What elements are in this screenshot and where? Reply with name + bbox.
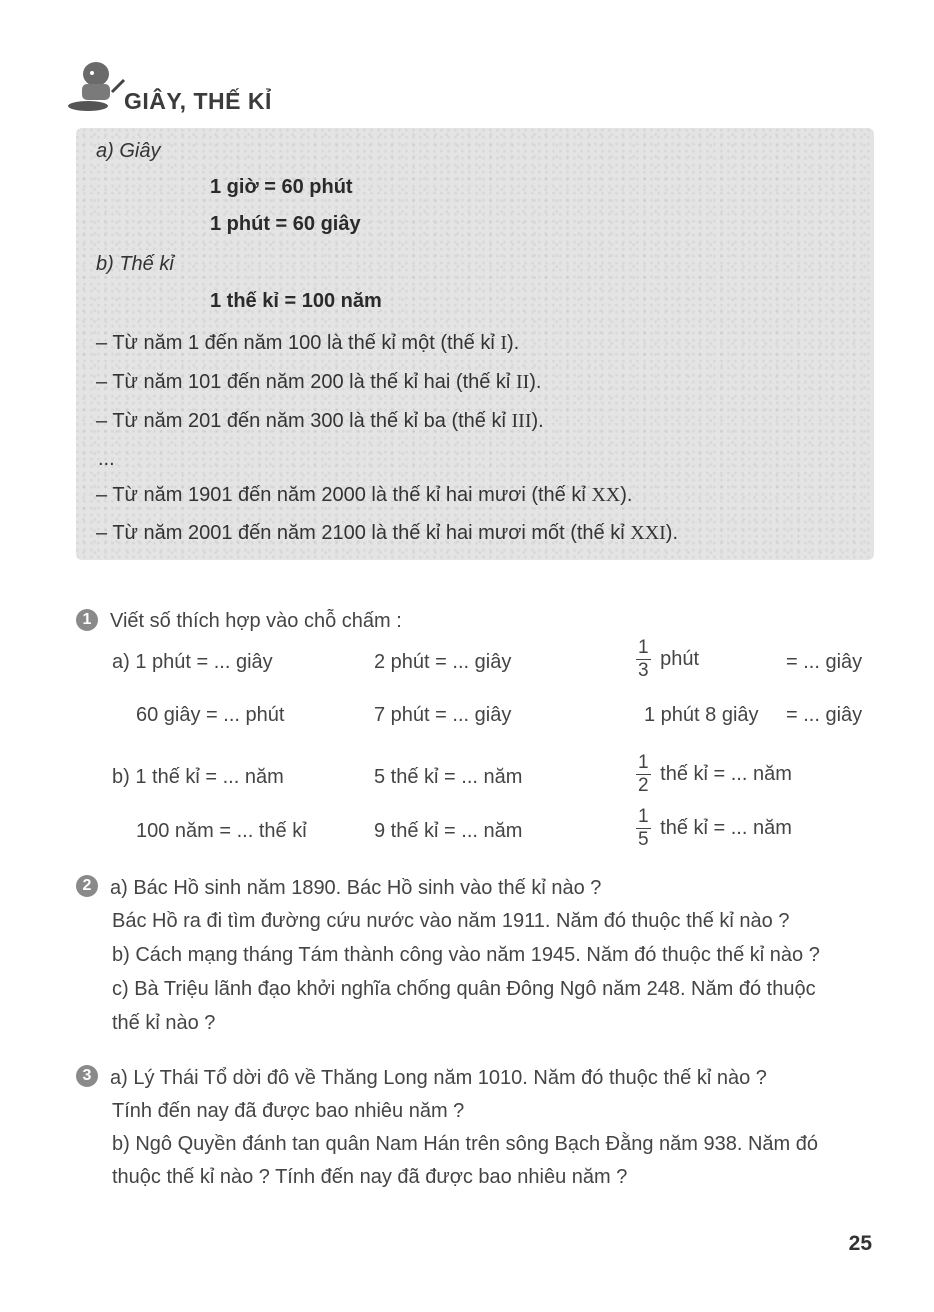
theory-b-label: b) Thế kỉ	[96, 253, 174, 275]
page-title: GIÂY, THẾ KỈ	[124, 88, 272, 114]
exercise-1-number: 1	[76, 609, 98, 631]
ex1-r1c3	[636, 637, 699, 682]
century-line-1-text: – Từ năm 1 đến năm 100 là thế kỉ một (thế kỉ	[96, 332, 501, 354]
century-line-1-roman: I	[500, 332, 508, 354]
ex1-r4c3-text: thế kỉ = ... năm	[660, 816, 792, 839]
ex3-line-2: Tính đến nay đã được bao nhiêu năm ?	[112, 1100, 465, 1122]
century-line-3-close: ).	[531, 410, 544, 432]
mascot-icon	[66, 58, 130, 114]
ex1-r3c2: 5 thế kỉ = ... năm	[374, 766, 523, 788]
century-line-4-close: ).	[620, 484, 633, 506]
century-line-3	[96, 410, 544, 433]
fraction-num: 1	[638, 806, 649, 827]
ex1-r1c1: a) 1 phút = ... giây	[112, 651, 273, 673]
century-line-2-close: ).	[529, 371, 542, 393]
fraction-1-5	[636, 806, 651, 851]
century-line-1	[96, 332, 519, 355]
exercise-3-number: 3	[76, 1065, 98, 1087]
ex2-line-2: Bác Hồ ra đi tìm đường cứu nước vào năm 1911. Năm đó thuộc thế kỉ nào ?	[112, 910, 790, 932]
ex2-line-1: a) Bác Hồ sinh năm 1890. Bác Hồ sinh vào thế kỉ nào ?	[110, 877, 602, 899]
fraction-den: 2	[638, 775, 649, 796]
theory-a-line2: 1 phút = 60 giây	[210, 213, 361, 235]
ex1-r1c3-eq: = ... giây	[786, 651, 863, 673]
ex1-r3c1: b) 1 thế kỉ = ... năm	[112, 766, 284, 788]
century-line-3-text: – Từ năm 201 đến năm 300 là thế kỉ ba (thế kỉ	[96, 410, 512, 432]
fraction-den: 5	[638, 829, 649, 850]
century-line-5	[96, 522, 678, 545]
century-dots: ...	[98, 448, 115, 470]
ex1-r4c1: 100 năm = ... thế kỉ	[136, 820, 307, 842]
ex1-r3c3	[636, 752, 792, 797]
theory-a-line1: 1 giờ = 60 phút	[210, 176, 353, 198]
century-line-2-text: – Từ năm 101 đến năm 200 là thế kỉ hai (thế kỉ	[96, 371, 516, 393]
century-line-1-close: ).	[507, 332, 520, 354]
century-line-2-roman: II	[515, 371, 530, 393]
century-line-4	[96, 484, 632, 507]
century-line-5-close: ).	[665, 522, 679, 544]
century-line-5-roman: XXI	[630, 522, 666, 544]
ex1-r2c1: 60 giây = ... phút	[136, 704, 285, 726]
theory-a-label	[96, 140, 160, 163]
ex1-r3c3-text: thế kỉ = ... năm	[660, 762, 792, 785]
ex3-line-1: a) Lý Thái Tổ dời đô về Thăng Long năm 1010. Năm đó thuộc thế kỉ nào ?	[110, 1067, 767, 1089]
fraction-den: 3	[638, 660, 649, 681]
fraction-1-3	[636, 637, 651, 682]
theory-a-label-text: a) Giây	[96, 140, 161, 162]
century-line-4-text: – Từ năm 1901 đến năm 2000 là thế kỉ hai mươi (thế kỉ	[96, 484, 592, 506]
ex1-r2c2: 7 phút = ... giây	[374, 704, 512, 726]
ex1-r4c2: 9 thế kỉ = ... năm	[374, 820, 523, 842]
ex2-line-4: c) Bà Triệu lãnh đạo khởi nghĩa chống quân Đông Ngô năm 248. Năm đó thuộc	[112, 978, 816, 1000]
ex1-r1c3-unit: phút	[660, 647, 700, 670]
ex3-line-4: thuộc thế kỉ nào ? Tính đến nay đã được bao nhiêu năm ?	[112, 1166, 628, 1188]
ex2-line-3: b) Cách mạng tháng Tám thành công vào năm 1945. Năm đó thuộc thế kỉ nào ?	[112, 944, 820, 966]
ex1-r2c3-left: 1 phút 8 giây	[644, 704, 759, 726]
century-line-3-roman: III	[511, 410, 532, 432]
century-line-5-text: – Từ năm 2001 đến năm 2100 là thế kỉ hai mươi mốt (thế kỉ	[96, 522, 631, 544]
ex1-r2c3-eq: = ... giây	[786, 704, 863, 726]
ex2-line-5: thế kỉ nào ?	[112, 1012, 216, 1034]
exercise-1-prompt: Viết số thích hợp vào chỗ chấm :	[110, 610, 402, 632]
ex3-line-3: b) Ngô Quyền đánh tan quân Nam Hán trên sông Bạch Đằng năm 938. Năm đó	[112, 1133, 818, 1155]
fraction-num: 1	[638, 637, 649, 658]
ex1-r4c3	[636, 806, 792, 851]
fraction-1-2	[636, 752, 651, 797]
ex1-r1c2: 2 phút = ... giây	[374, 651, 512, 673]
fraction-num: 1	[638, 752, 649, 773]
century-line-4-roman: XX	[591, 484, 621, 506]
theory-b-line1: 1 thế kỉ = 100 năm	[210, 290, 382, 312]
century-line-2	[96, 371, 541, 394]
exercise-2-number: 2	[76, 875, 98, 897]
page-number: 25	[848, 1232, 872, 1255]
